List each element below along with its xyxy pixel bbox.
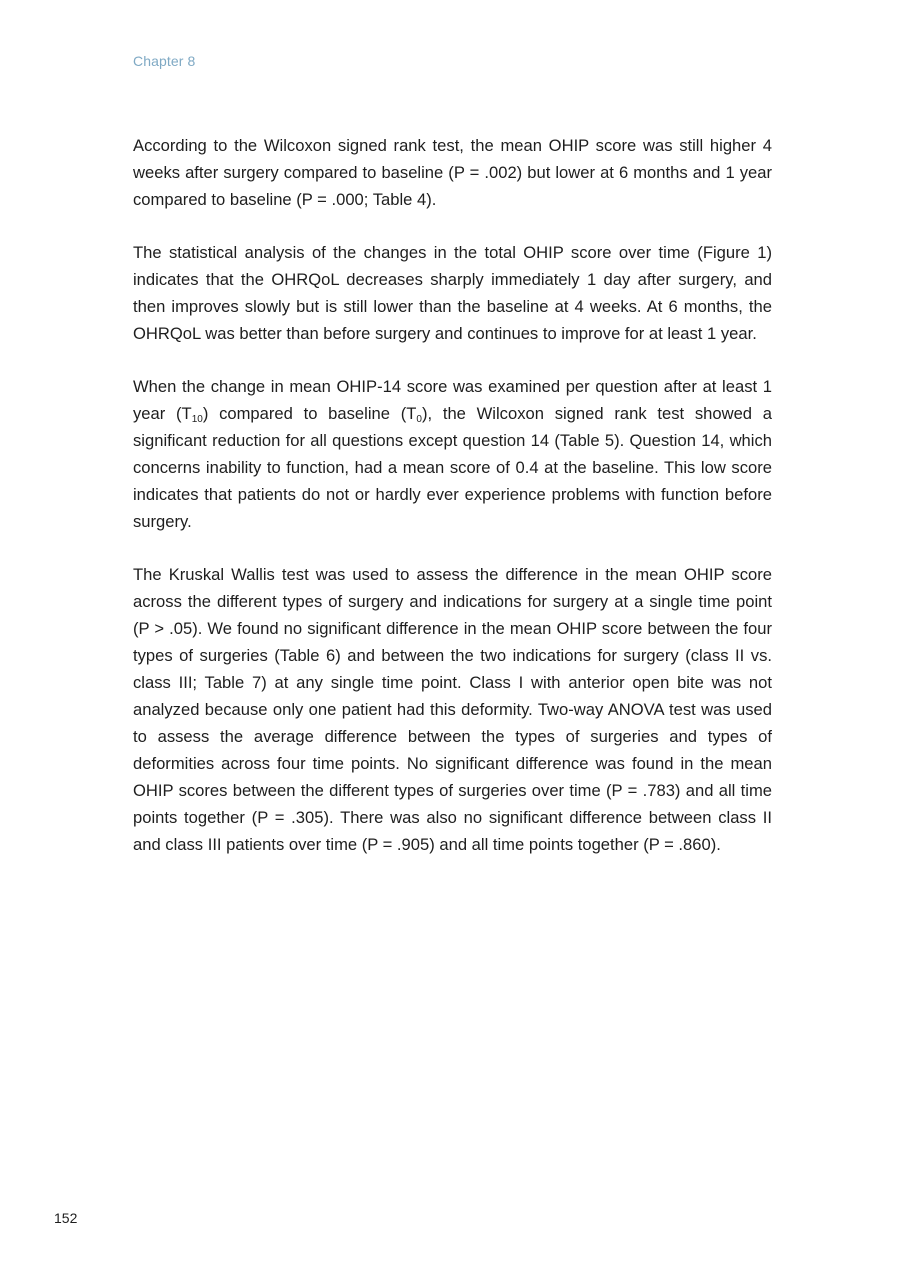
paragraph-ohip-over-time: The statistical analysis of the changes in the total OHIP score over time (Figure 1) indicates that the OHRQoL decreases sharply immediately 1 day after surgery, and then improves slowly but is still lower than the baseline at 4 weeks. At 6 months, the OHRQoL was better than before surgery and continues to improve for at least 1 year. bbox=[133, 243, 772, 343]
paragraph-text: ) compared to baseline (T bbox=[202, 404, 417, 423]
paragraph-kruskal-wallis: The Kruskal Wallis test was used to assess the difference in the mean OHIP score across the different types of surgery and indications for surgery at a single time point (P > .05). We found no significant difference in the mean OHIP score between the four types of surgeries (Table 6) and between the two indications for surgery (class II vs. class III; Table 7) at any single time point. Class I with anterior open bite was not analyzed because only one patient had this deformity. Two-way ANOVA test was used to assess the average difference between the types of surgeries and types of deformities across four time points. No significant difference was found in the mean OHIP scores between the different types of surgeries over time (P = .783) and all time points together (P = .305). There was also no significant difference between class II and class III patients over time (P = .905) and all time points together (P = .860). bbox=[133, 565, 772, 854]
subscript-t10: 10 bbox=[191, 414, 203, 425]
subscript-t0: 0 bbox=[416, 414, 422, 425]
chapter-header: Chapter 8 bbox=[133, 53, 196, 69]
paragraph-text: ), the Wilcoxon signed rank test showed a significant reduction for all questions except question 14 (Table 5). Question 14, which concerns inability to function, had a mean score of 0.4 at the baseline. This low score indicates that patients do not or hardly ever experience problems with function before surgery. bbox=[133, 404, 773, 531]
body-text bbox=[133, 132, 772, 884]
paragraph-text: When the change in mean OHIP-14 score was examined per question after at least 1 year (T bbox=[133, 377, 772, 423]
paragraph-ohip14-per-question bbox=[133, 373, 772, 535]
page-number: 152 bbox=[54, 1210, 78, 1226]
paragraph-wilcoxon-baseline: According to the Wilcoxon signed rank test, the mean OHIP score was still higher 4 weeks after surgery compared to baseline (P = .002) but lower at 6 months and 1 year compared to baseline (P = .000; Table 4). bbox=[133, 136, 772, 209]
